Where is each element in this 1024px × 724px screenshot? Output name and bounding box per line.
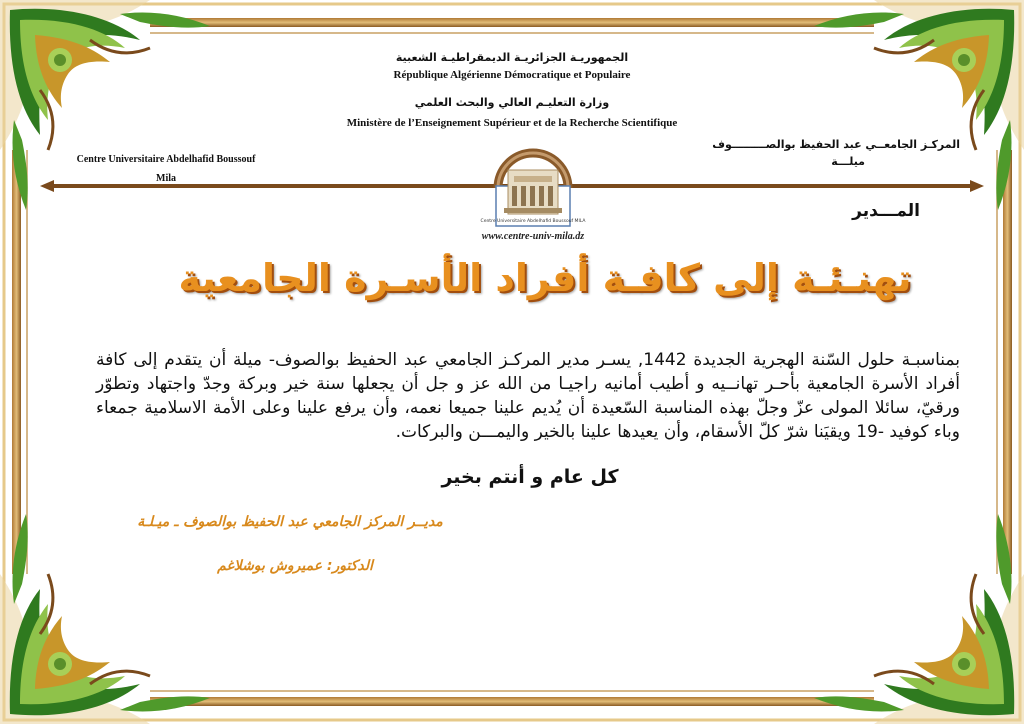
greeting: كل عام و أنتم بخير [441,466,619,488]
centre-name-french [56,150,276,188]
centre-name-arabic [700,136,960,170]
ministry-arabic: وزارة التعليـم العالي والبحث العلمي [414,96,610,109]
signature-title: مديــر المركز الجامعي عبد الحفيظ بوالصوف ـ ميـلـة [137,514,443,530]
ministry-french: Ministère de l’Enseignement Supérieur et de la Recherche Scientifique [346,117,678,129]
republic-arabic: الجمهوريـة الجزائريـة الديمقراطيـة الشعبية [395,51,629,64]
university-logo [480,148,586,232]
centre-name-arabic-line1: المركـز الجامعــي عبد الحفيظ بوالصـــــــــوف [712,138,960,151]
republic-french: République Algérienne Démocratique et Populaire [393,69,631,81]
website-url: www.centre-univ-mila.dz [481,231,585,242]
director-label: المـــدير [852,201,920,221]
signature-name: الدكتور: عميروش بوشلاغم [217,558,373,574]
centre-name-french-line2: Mila [156,173,176,184]
logo-caption: Centre Universitaire Abdelhafid Boussouf MILA [480,219,586,224]
centre-name-arabic-line2: ميلـــة [831,155,865,168]
main-title: تهنـئـة إلى كافـة أفراد الأسـرة الجامعية [178,256,912,300]
centre-name-french-line1: Centre Universitaire Abdelhafid Boussouf [76,154,256,165]
message-body: بمناسبـة حلول السّنة الهجرية الجديدة 1442, يسـر مدير المركـز الجامعي عبد الحفيظ بوالصوف- ميلة أن يتقدم إلى كافة أفراد الأسرة الجامعية بأحـر تهانــيه و أطيب أمانيه راجيـا من الله عز و جل أن يجعلها سنة خير وبركة وجدّ واجتهاد وتطوّر ورقيّ، سائلا المولى عزّ وجلّ بهذه المناسبة السّعيدة أن يُديم علينا جميعا نعمه، وأن يرفع علينا وعلى الأمة الاسلامية جمعاء وباء كوفيد -19 ويقيَنا شرّ كلّ الأسقام، وأن يعيدها علينا بالخير واليمـــن والبركات. [96,350,960,442]
